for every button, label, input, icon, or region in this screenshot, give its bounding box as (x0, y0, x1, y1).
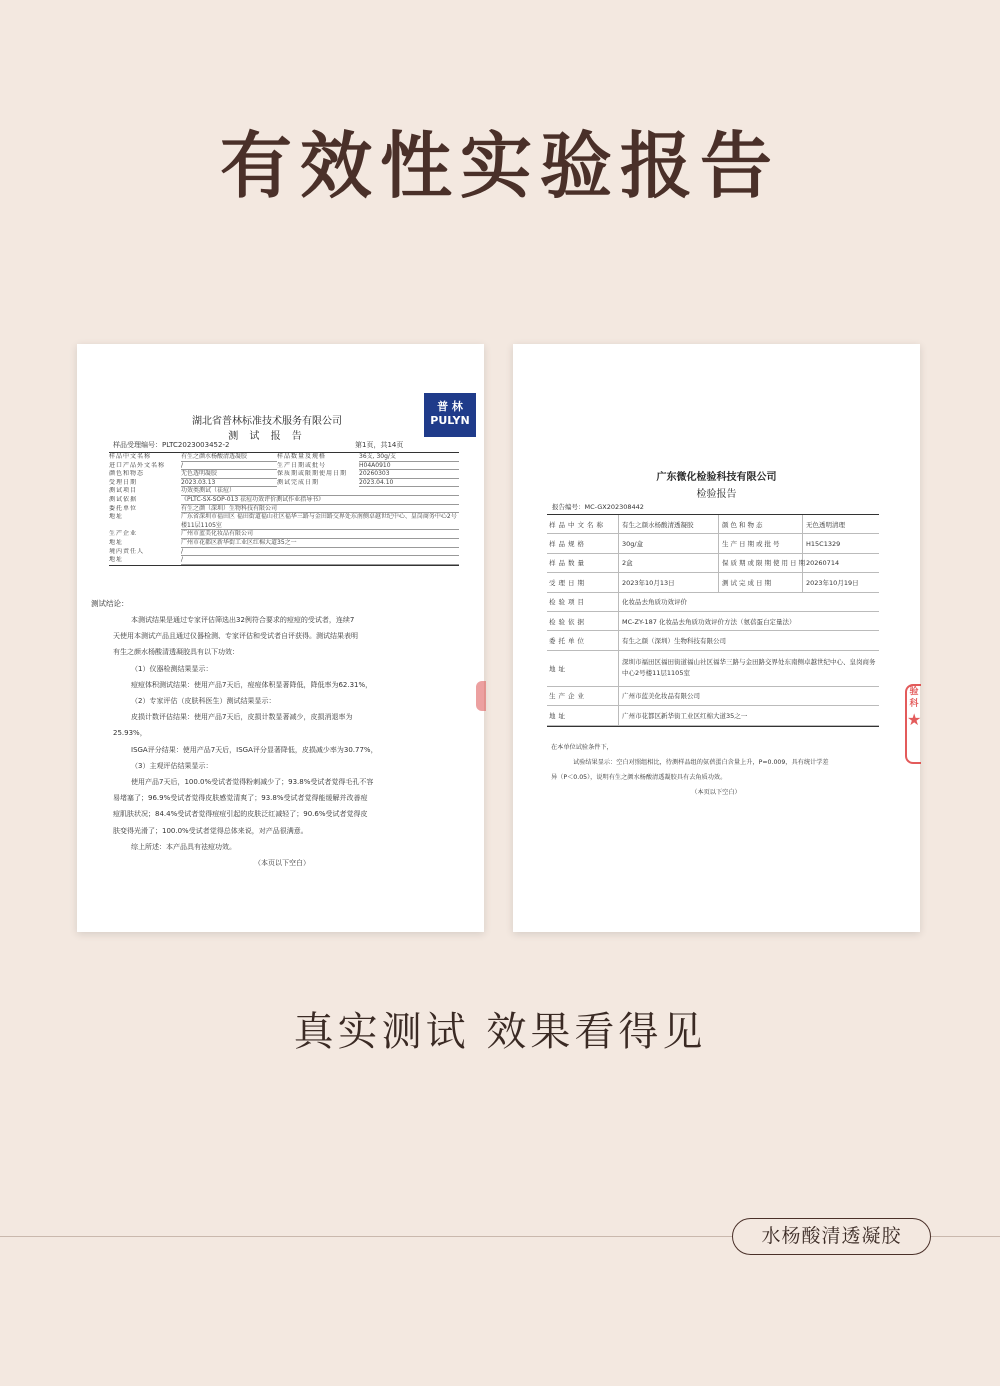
cell-label: 样品中文名称 (547, 515, 619, 533)
result-line: 试验结果显示：空白对照组相比，待测样品组的氨蓓蛋白含量上升，P=0.009，具有统计学差 (573, 759, 829, 766)
blank-note: （本页以下空白） (691, 789, 741, 796)
cell-label: 检验依据 (547, 612, 619, 630)
result-line: 在本单位试验条件下， (551, 744, 613, 751)
cell-value: 30g/盒 (619, 534, 719, 552)
cell-value: 2023年10月19日 (806, 578, 859, 587)
cell-label: 受理日期 (547, 573, 619, 591)
cell-label: 样品数量及规格 (277, 453, 327, 460)
conclusion-line: 肤变得光滑了；100.0%受试者觉得总体来说，对产品很满意。 (113, 826, 308, 835)
logo-cn: 普 林 (437, 400, 463, 413)
right-result-body (551, 740, 881, 800)
cell-value: 有生之颜（深圳）生物科技有限公司 (622, 637, 726, 646)
cell-value: 无色透明清理 (806, 520, 845, 529)
table-row (109, 470, 459, 479)
table-row (109, 479, 459, 488)
cell-label: 受理日期 (109, 478, 138, 486)
cell-value: MC-ZY-187 化妆品去角质功效评价方法（氨蓓蛋白定量法） (622, 617, 796, 626)
conclusion-line: 皮损计数评估结果：使用产品7天后，皮损计数显著减少，皮损消退率为 (131, 713, 353, 722)
product-name-badge: 水杨酸清透凝胶 (732, 1218, 931, 1255)
conclusion-line: 本测试结果是通过专家评估筛选出32例符合要求的痘痘的受试者，连续7 (131, 616, 355, 624)
conclusion-line: （3）主观评估结果显示： (131, 761, 213, 770)
cell-value: / (181, 462, 277, 471)
conclusion-line: 痘肌肤状况；84.4%受试者觉得痘痘引起的皮肤泛红减轻了；90.6%受试者觉得皮 (113, 810, 368, 819)
cell-label: 生产日期或批号 (277, 461, 327, 469)
right-org-name: 广东微化检验科技有限公司 (656, 472, 777, 483)
table-row (109, 487, 459, 496)
table-row (547, 612, 879, 631)
conclusion-line: 痘痘体积测试结果：使用产品7天后，痘痘体积显著降低，降低率为62.31%， (131, 680, 373, 689)
cell-value: H15C1329 (806, 539, 841, 548)
table-row (547, 554, 879, 573)
table-row (109, 462, 459, 471)
table-row (547, 593, 879, 612)
result-line: 异（P＜0.05），说明有生之颜水杨酸清透凝胶具有去角质功效。 (551, 774, 727, 781)
right-inspection-report (513, 344, 920, 932)
cell-label: 生产日期或批号 (719, 534, 803, 552)
cell-label: 地址 (109, 538, 124, 546)
left-test-report (77, 344, 484, 932)
cell-label: 委托单位 (109, 504, 138, 512)
left-page-info: 第1页，共14页 (355, 441, 404, 449)
table-row (109, 505, 459, 514)
star-icon: ★ (907, 710, 922, 729)
cell-value: 2023年10月13日 (619, 573, 719, 591)
cell-value: 广州市蓝美化妆品有限公司 (181, 530, 459, 539)
logo-en: PULYN (430, 414, 470, 427)
conclusion-line: 25.93%， (113, 729, 147, 738)
table-row (109, 496, 459, 505)
table-row (109, 530, 459, 539)
cell-label: 测试依据 (109, 495, 138, 503)
cell-value: 有生之颜水杨酸清透凝胶 (619, 515, 719, 533)
cell-value: 20260714 (806, 558, 840, 567)
table-row (109, 513, 459, 530)
cell-value: / (181, 548, 459, 557)
cell-value: / (181, 556, 459, 565)
table-row (547, 687, 879, 706)
cell-value: 广州市花都区新华街工业区红棉大道35之一 (181, 539, 459, 548)
cell-label: 地址 (547, 651, 619, 686)
conclusion-line: 易堵塞了；96.9%受试者觉得皮肤感觉清爽了；93.8%受试者觉得能缓解并改善痘 (113, 794, 368, 803)
cell-label: 样品规格 (547, 534, 619, 552)
table-row (109, 453, 459, 462)
conclusion-line: （1）仪器检测结果显示： (131, 664, 213, 673)
cell-value: 2023.04.10 (359, 479, 459, 488)
table-row (547, 534, 879, 553)
right-report-subtitle: 检验报告 (696, 489, 737, 500)
right-report-no: 报告编号：MC-GX202308442 (552, 503, 644, 511)
cell-value: 有生之颜（深圳）生物科技有限公司 (181, 505, 459, 514)
cell-label: 测试项目 (109, 487, 138, 495)
cell-label: 保质期或限期使用日期 (719, 554, 803, 572)
cell-value: 功效类测试（祛痘） (181, 487, 459, 496)
cell-value: 广州市花都区新华街工业区红棉大道35之一 (622, 711, 748, 720)
blank-note: （本页以下空白） (254, 859, 310, 868)
cell-value: 无色透明凝胶 (181, 470, 277, 479)
cell-value: 深圳市福田区福田街道福山社区福华三路与金田路交界处东南侧卓越世纪中心、皇岗商务中心2号楼11层1105室 (622, 658, 876, 678)
cell-label: 测试完成日期 (719, 573, 803, 591)
table-row (109, 556, 459, 565)
left-org-name: 湖北省普林标准技术服务有限公司 (192, 416, 342, 427)
cell-value: 《PLTC-SX-SOP-013 祛痘功效评价测试作业指导书》 (181, 496, 459, 505)
seal-stamp-edge (476, 681, 486, 711)
cell-label: 地址 (547, 706, 619, 724)
table-row (109, 548, 459, 557)
cell-value: 20260303 (359, 470, 459, 479)
conclusion-line: 天使用本测试产品且通过仪器检测、专家评估和受试者自评获得。测试结果表明 (113, 632, 358, 641)
cell-value: 36支, 30g/支 (359, 453, 459, 462)
table-row (547, 706, 879, 725)
left-info-table (109, 452, 459, 566)
cell-value: 有生之颜水杨酸清透凝胶 (181, 453, 277, 462)
cell-label: 委托单位 (547, 631, 619, 649)
cell-label: 地址 (109, 556, 124, 564)
right-info-table (547, 514, 879, 727)
cell-label: 保质期或限期使用日期 (277, 470, 348, 478)
cell-label: 进口产品外文名称 (109, 461, 166, 469)
cell-value: 2盒 (619, 554, 719, 572)
conclusion-line: 使用产品7天后，100.0%受试者觉得粉刺减少了；93.8%受试者觉得毛孔不容 (131, 778, 374, 787)
cell-value: 化妆品去角质功效评价 (622, 598, 687, 607)
conclusion-line: （2）专家评估（皮肤科医生）测试结果显示： (131, 697, 276, 706)
conclusion-title: 测试结论： (91, 599, 129, 608)
conclusion-body (113, 612, 451, 871)
cell-label: 测试完成日期 (277, 478, 320, 486)
table-row (109, 539, 459, 548)
cell-value: 广州市蓝美化妆品有限公司 (622, 692, 700, 701)
cell-label: 生产企业 (547, 687, 619, 705)
stamp-text: 验科 (909, 687, 919, 709)
seal-stamp (905, 684, 921, 764)
left-sample-no: 样品受理编号：PLTC2023003452-2 (113, 441, 230, 449)
conclusion-line: 综上所述：本产品具有祛痘功效。 (131, 842, 236, 851)
cell-label: 境内责任人 (109, 547, 145, 555)
conclusion-line: 有生之颜水杨酸清透凝胶具有以下功效： (113, 648, 239, 657)
cell-label: 生产企业 (109, 530, 138, 538)
cell-label: 颜色和物态 (719, 515, 803, 533)
table-row (547, 651, 879, 687)
cell-label: 地址 (109, 513, 124, 521)
cell-label: 颜色和物态 (109, 470, 145, 478)
cell-label: 样品中文名称 (109, 453, 152, 460)
cell-label: 样品数量 (547, 554, 619, 572)
cell-value: 2023.03.13 (181, 479, 277, 488)
cell-value: 广东省深圳市福田区 福田街道福山社区福华三路与金田路交界处东南侧卓越世纪中心、皇岗商务中心2号楼11层1105室 (181, 513, 459, 530)
cell-value: H04A0910 (359, 462, 459, 471)
table-row (547, 573, 879, 592)
conclusion-line: ISGA评分结果：使用产品7天后，ISGA评分显著降低，皮损减少率为30.77%， (131, 745, 378, 754)
page-title: 有效性实验报告 (219, 123, 780, 208)
table-row (547, 515, 879, 534)
left-report-subtitle: 测 试 报 告 (228, 431, 306, 442)
cell-label: 检验项目 (547, 593, 619, 611)
table-row (547, 631, 879, 650)
tagline: 真实测试 效果看得见 (293, 1009, 707, 1055)
